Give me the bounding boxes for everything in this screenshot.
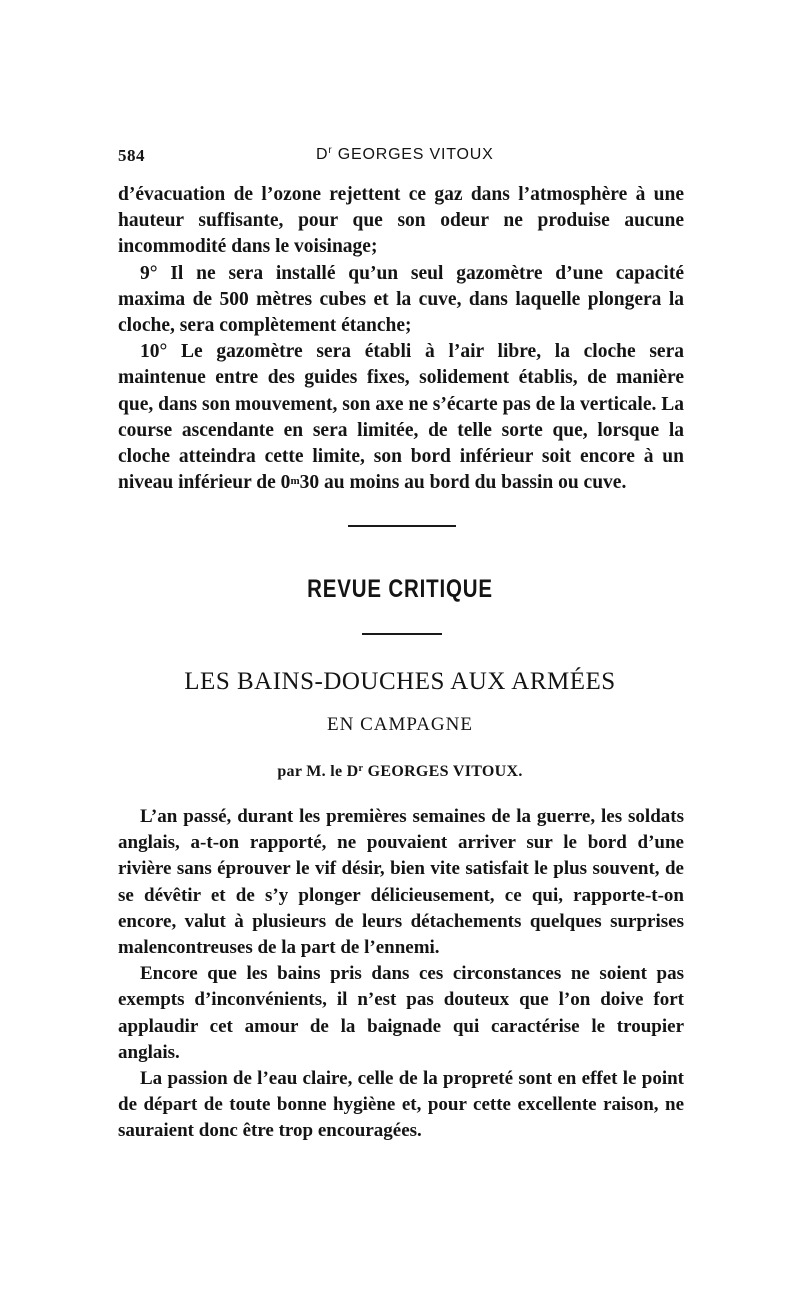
running-head — [118, 146, 684, 168]
byline-prefix: par M. le D — [277, 763, 359, 780]
author-prefix: D — [316, 146, 329, 163]
continuation-text — [118, 182, 684, 496]
text-run: 10° Le gazomètre sera établi à l’air libre, la cloche sera maintenue entre des guides fixes, solidement établis, de manière que, dans son mouvement, son axe ne s’écarte pas de la verticale. La course ascendante en sera limitée, de telle sorte que, lorsque la cloche atteindra cette limite, son bord inférieur soit encore à un niveau inférieur de 0 — [118, 341, 685, 494]
article-subtitle: EN CAMPAGNE — [327, 714, 473, 735]
continuation-paragraph: 9° Il ne sera installé qu’un seul gazomètre d’une capacité maxima de 500 mètres cubes et la cuve, dans laquelle plongera la cloche, sera complètement étanche; — [118, 262, 684, 337]
article-title: LES BAINS-DOUCHES AUX ARMÉES — [184, 668, 616, 695]
author-name: GEORGES VITOUX — [337, 146, 494, 163]
author-prefix-sup: r — [328, 145, 333, 156]
page-number: 584 — [118, 146, 145, 165]
article-body — [118, 804, 684, 1145]
text-run: 30 au moins au bord du bassin ou cuve. — [299, 472, 627, 494]
byline-sup: r — [358, 763, 364, 774]
running-head-author — [316, 146, 494, 164]
continuation-paragraph: d’évacuation de l’ozone rejettent ce gaz dans l’atmosphère à une hauteur suffisante, pour que son odeur ne produise aucune incommodité dans le voisinage; — [118, 184, 684, 258]
byline-name: GEORGES VITOUX. — [367, 763, 523, 780]
section-divider — [348, 525, 456, 527]
body-paragraph: L’an passé, durant les premières semaines de la guerre, les soldats anglais, a-t-on rapporté, ne pouvaient arriver sur le bord d’une rivière sans éprouver le vif désir, bien vite satisfait le plus souvent, de se dévêtir et de s’y plonger délicieusement, ce qui, rapporte-t-on encore, valut à plusieurs de leurs détachements quelques surprises malencontreuses de la part de l’ennemi. — [118, 806, 684, 959]
superscript: m — [290, 475, 300, 488]
body-paragraph: Encore que les bains pris dans ces circonstances ne soient pas exempts d’inconvénients, il n’est pas douteux que l’on doive fort applaudir cet amour de la baignade qui caractérise le troupier anglais. — [118, 963, 684, 1063]
byline — [0, 763, 800, 781]
section-title: REVUE CRITIQUE — [307, 575, 493, 603]
continuation-paragraph — [118, 339, 684, 496]
body-paragraph: La passion de l’eau claire, celle de la propreté sont en effet le point de départ de toute bonne hygiène et, pour cette excellente raison, ne sauraient donc être trop encouragées. — [118, 1068, 684, 1142]
title-divider — [362, 633, 442, 635]
